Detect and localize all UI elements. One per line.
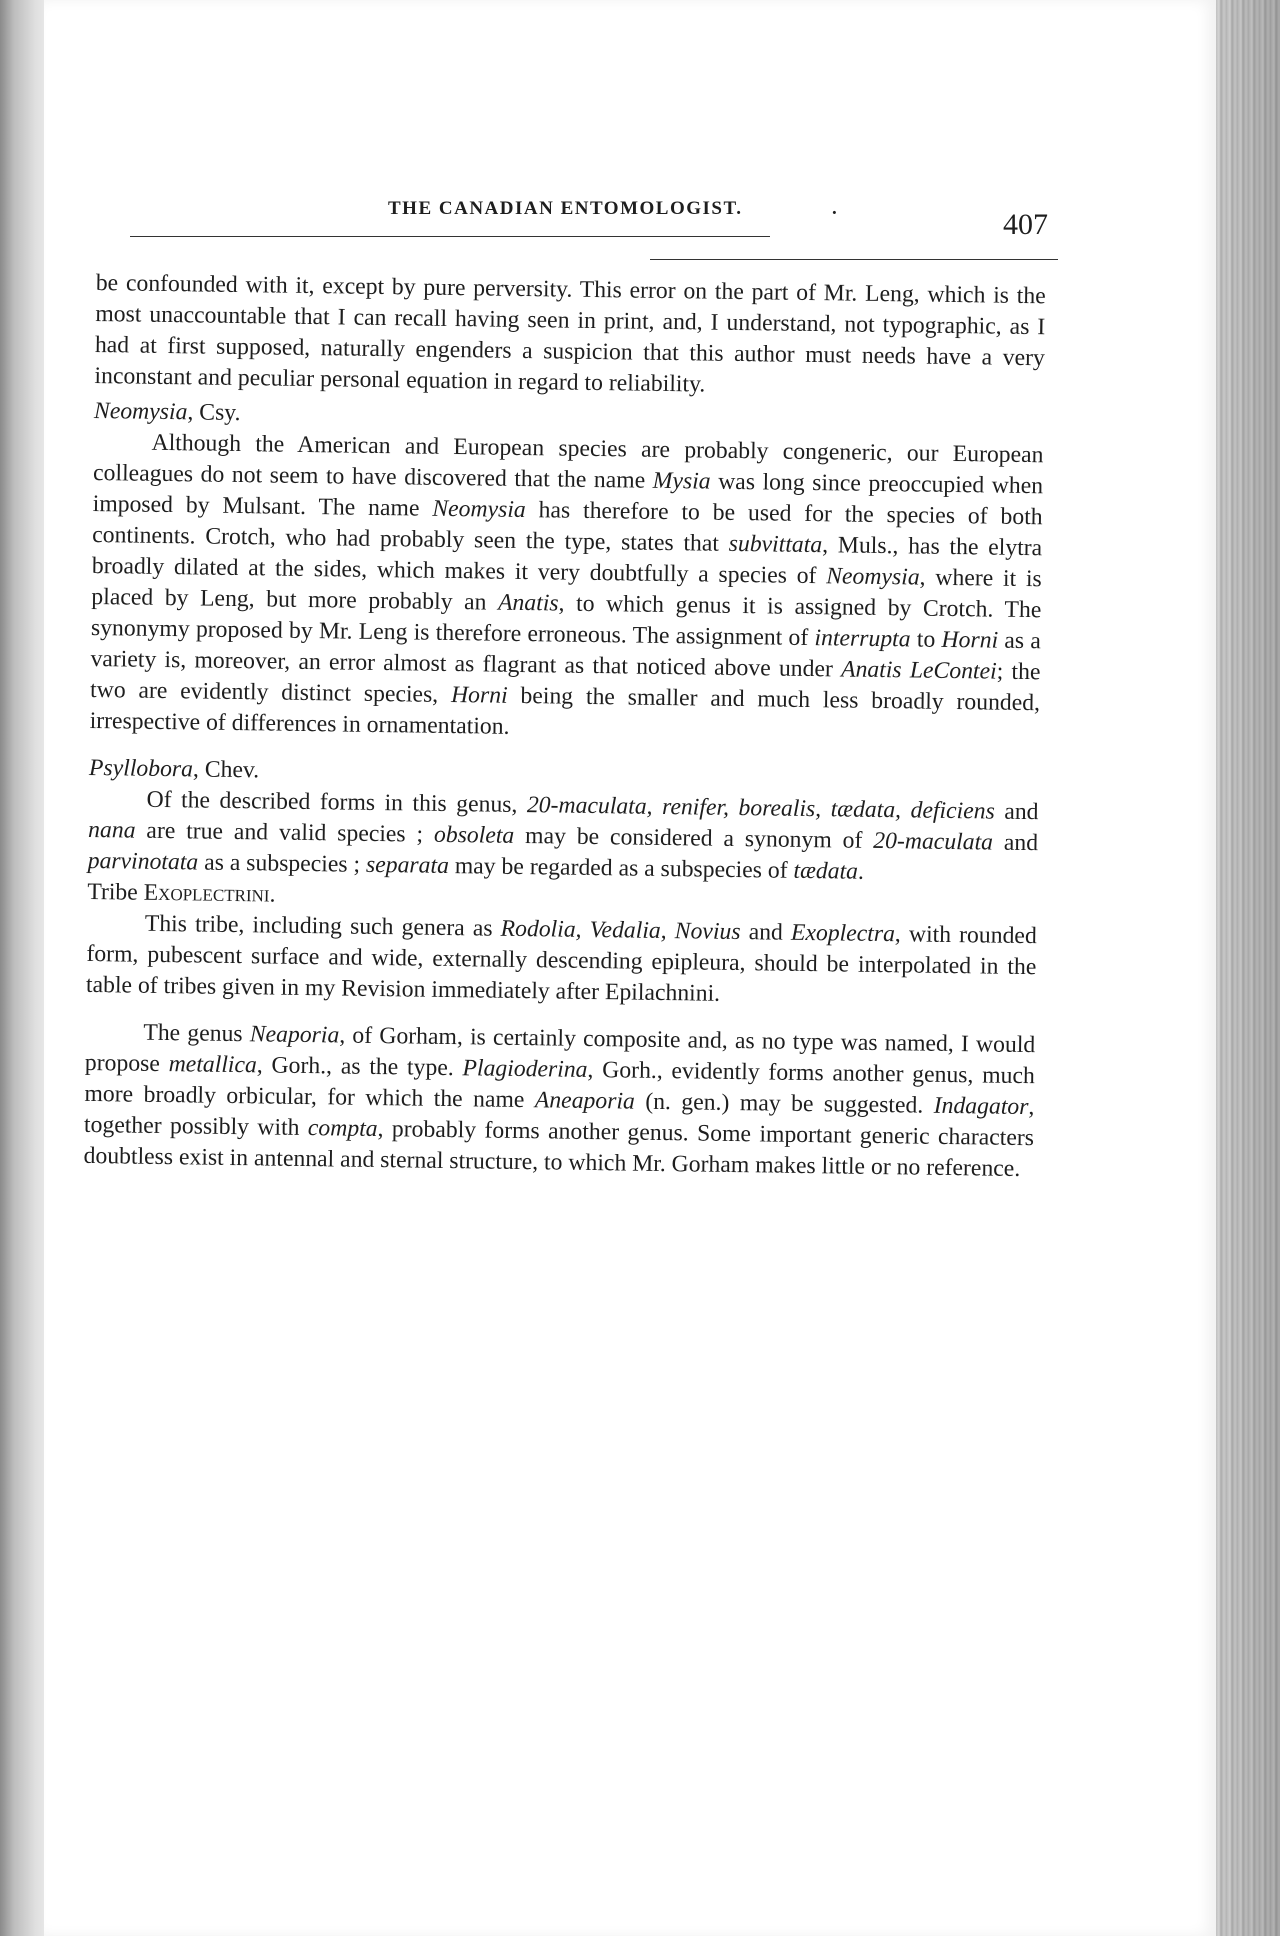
text-run: , probably forms another genus. Some important generic characters doubtless exist in antennal and sternal structure, to which Mr. Gorham makes little or no reference. (83, 1116, 1035, 1182)
genus-name: Neomysia (93, 397, 188, 426)
taxon-name: Plagioderina (462, 1055, 588, 1083)
genus-author: , Chev. (192, 756, 260, 784)
page-body (83, 268, 1046, 1185)
taxon-name: nana (87, 816, 136, 844)
running-mark: . (832, 198, 837, 219)
text-run: may be regarded as a subspecies of (448, 852, 794, 884)
taxon-name: 20-maculata (873, 827, 994, 856)
text-run: and (992, 829, 1039, 857)
text-run: The genus (143, 1019, 250, 1048)
text-run: . (857, 858, 865, 885)
text-run: , with rounded form, pubescent surface and wide, externally descending epipleura, should be interpolated in the table of tribes given in my Revision immediately after Epilachnini. (85, 921, 1037, 1007)
text-run: This tribe, including such genera as (144, 910, 501, 942)
text-run: , Muls., has the elytra broadly dilated at the sides, which makes it very doubtfully a species of (91, 532, 1043, 590)
taxon-name: Neomysia (432, 495, 526, 524)
taxon-name: obsoleta (433, 821, 515, 849)
taxon-name: separata (365, 851, 450, 879)
paragraph-5 (83, 1017, 1035, 1185)
text-run: as a subspecies ; (198, 849, 367, 878)
text-run: , where it is placed by Leng, but more probably an (91, 564, 1042, 616)
taxon-name: Anatis LeContei (840, 656, 997, 685)
taxon-name: Anatis (497, 589, 559, 617)
text-run: to (910, 626, 942, 653)
header-rule-right (650, 259, 1058, 260)
text-run: , Gorh., evidently forms another genus, much more broadly orbicular, for which the name (84, 1056, 1035, 1114)
taxon-name: compta (307, 1115, 378, 1143)
genus-name: Psyllobora (88, 754, 194, 783)
paragraph-3 (87, 784, 1038, 890)
text-run: has therefore to be used for the species of both continents. Crotch, who had probably seen the type, states that (92, 497, 1043, 557)
page-header (130, 188, 1060, 268)
text-run: was long since preoccupied when imposed by Mulsant. The name (92, 468, 1044, 522)
text-run: and (740, 919, 792, 946)
header-rule-left (130, 236, 770, 237)
text-run: (n. gen.) may be suggested. (634, 1088, 934, 1119)
taxon-name: Mysia (652, 467, 711, 495)
taxon-name: Neaporia (249, 1021, 340, 1049)
text-run: may be considered a synonym of (514, 822, 874, 854)
text-run: , together possibly with (83, 1094, 1035, 1142)
taxon-name: Horni (450, 682, 508, 709)
taxon-name: tædata (793, 857, 859, 885)
taxon-name: Aneaporia (534, 1087, 636, 1115)
paragraph-4 (86, 908, 1037, 1014)
text-run: Although the American and European species are probably congeneric, our European colleagues do not seem to have discovered that the name (92, 429, 1044, 494)
edge-shade (1216, 0, 1280, 1936)
page-number: 407 (1003, 208, 1048, 241)
genus-author: , Csy. (187, 399, 241, 427)
text-run: , Gorh., as the type. (256, 1052, 463, 1082)
right-page-edges (1216, 0, 1280, 1936)
text-run: being the smaller and much less broadly rounded, irrespective of differences in ornamentation. (89, 682, 1041, 740)
text-run: ; the two are evidently distinct species, (89, 658, 1041, 708)
running-title: THE CANADIAN ENTOMOLOGIST. (388, 198, 743, 219)
text-run: be confounded with it, except by pure perversity. This error on the part of Mr. Leng, which is the most unaccountable that I can recall having seen in print, and, I understand, not typographic, as I had at first supposed, naturally engenders a suspicion that this author must needs have a very inconstant and peculiar personal equation in regard to reliability. (94, 269, 1046, 398)
text-run: Of the described forms in this genus, (146, 786, 528, 819)
text-run: as a variety is, moreover, an error almost as flagrant as that noticed above under (90, 627, 1042, 683)
taxon-name: 20-maculata, renifer, borealis, tædata, deficiens (526, 792, 995, 825)
text-run: and (994, 798, 1039, 826)
taxon-name: Rodolia, Vedalia, Novius (500, 915, 741, 946)
taxon-name: Horni (941, 626, 999, 654)
taxon-name: metallica (168, 1051, 258, 1079)
text-run: , to which genus it is assigned by Crotch. The synonymy proposed by Mr. Leng is therefore erroneous. The assignment of (90, 590, 1042, 652)
taxon-name: interrupta (814, 625, 911, 653)
paragraph-1 (94, 268, 1046, 405)
left-scan-edge (0, 0, 44, 1936)
text-run: , of Gorham, is certainly composite and, as no type was named, I would propose (84, 1022, 1036, 1078)
taxon-name: subvittata (728, 530, 823, 559)
tribe-prefix: Tribe (87, 878, 144, 906)
paragraph-2 (89, 427, 1043, 750)
taxon-name: parvinotata (87, 847, 199, 876)
taxon-name: Indagator (933, 1092, 1029, 1121)
taxon-name: Exoplectra (790, 919, 896, 948)
text-run: are true and valid species ; (135, 817, 435, 848)
tribe-name: Exoplectrini. (143, 879, 276, 908)
taxon-name: Neomysia (826, 563, 920, 591)
